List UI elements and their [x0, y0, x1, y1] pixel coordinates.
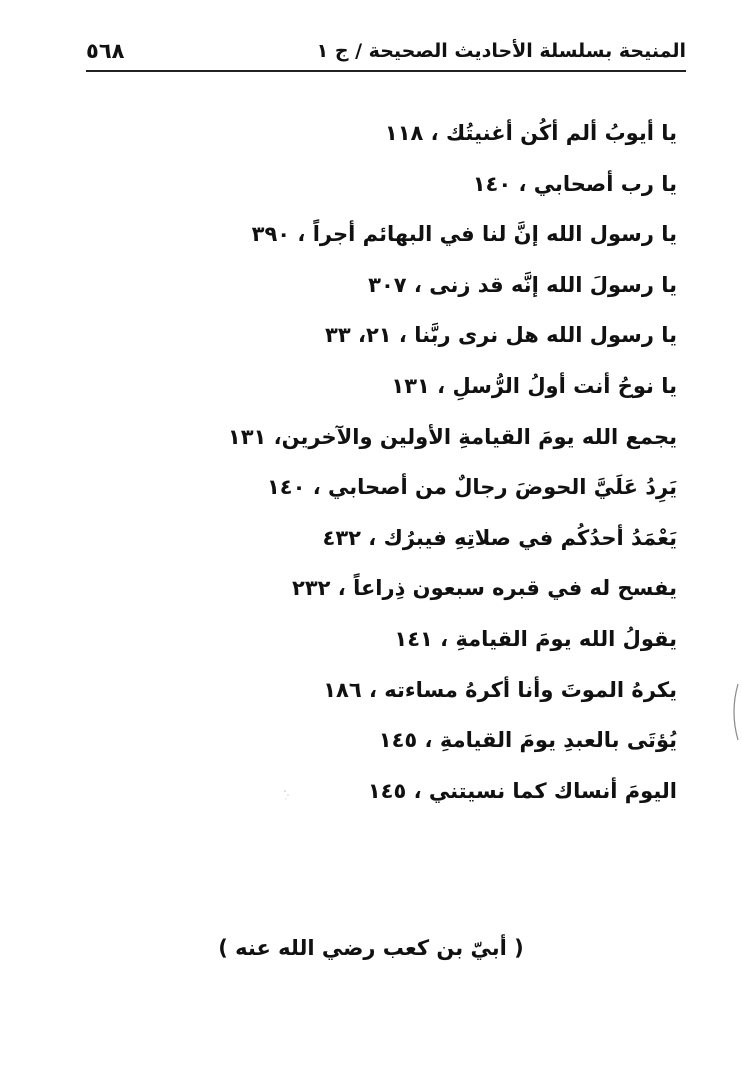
- scan-speck: [282, 788, 292, 802]
- index-entry: يا رسول الله هل نرى ربَّنا ، ٢١، ٣٣: [325, 323, 677, 348]
- index-entry: يكرهُ الموتَ وأنا أكرهُ مساءته ، ١٨٦: [323, 677, 677, 702]
- page-header: [86, 36, 686, 72]
- section-heading: ( أبيّ بن كعب رضي الله عنه ): [218, 936, 524, 960]
- index-entry: يا رسولَ الله إنَّه قد زنى ، ٣٠٧: [368, 272, 677, 297]
- index-entry: يا رب أصحابي ، ١٤٠: [472, 171, 677, 196]
- index-entry: يقولُ الله يومَ القيامةِ ، ١٤١: [394, 626, 677, 651]
- index-entry: يا رسول الله إنَّ لنا في البهائم أجراً ، ٣٩٠: [251, 222, 677, 247]
- page-number: ٥٦٨: [86, 39, 125, 63]
- index-entry: اليومَ أنساك كما نسيتني ، ١٤٥: [367, 778, 677, 803]
- index-entry: يَعْمَدُ أحدُكُم في صلاتِهِ فيبرُك ، ٤٣٢: [322, 525, 677, 550]
- index-entry: يجمع الله يومَ القيامةِ الأولين والآخرين، ١٣١: [227, 424, 677, 449]
- book-title: المنيحة بسلسلة الأحاديث الصحيحة / ج ١: [316, 40, 686, 62]
- index-entry: يفسح له في قبره سبعون ذِراعاً ، ٢٣٢: [292, 576, 677, 601]
- scan-edge-mark: [728, 682, 742, 742]
- index-entry: يا أيوبُ ألم أكُن أغنيتُك ، ١١٨: [384, 121, 677, 145]
- index-entry: يَرِدُ عَلَيَّ الحوضَ رجالٌ من أصحابي ، ١٤٠: [266, 475, 677, 500]
- index-entry: يا نوحُ أنت أولُ الرُّسلِ ، ١٣١: [391, 373, 677, 398]
- index-entry: يُؤتَى بالعبدِ يومَ القيامةِ ، ١٤٥: [378, 728, 677, 753]
- hadith-index-list: [227, 108, 677, 816]
- header-rule: [86, 70, 686, 72]
